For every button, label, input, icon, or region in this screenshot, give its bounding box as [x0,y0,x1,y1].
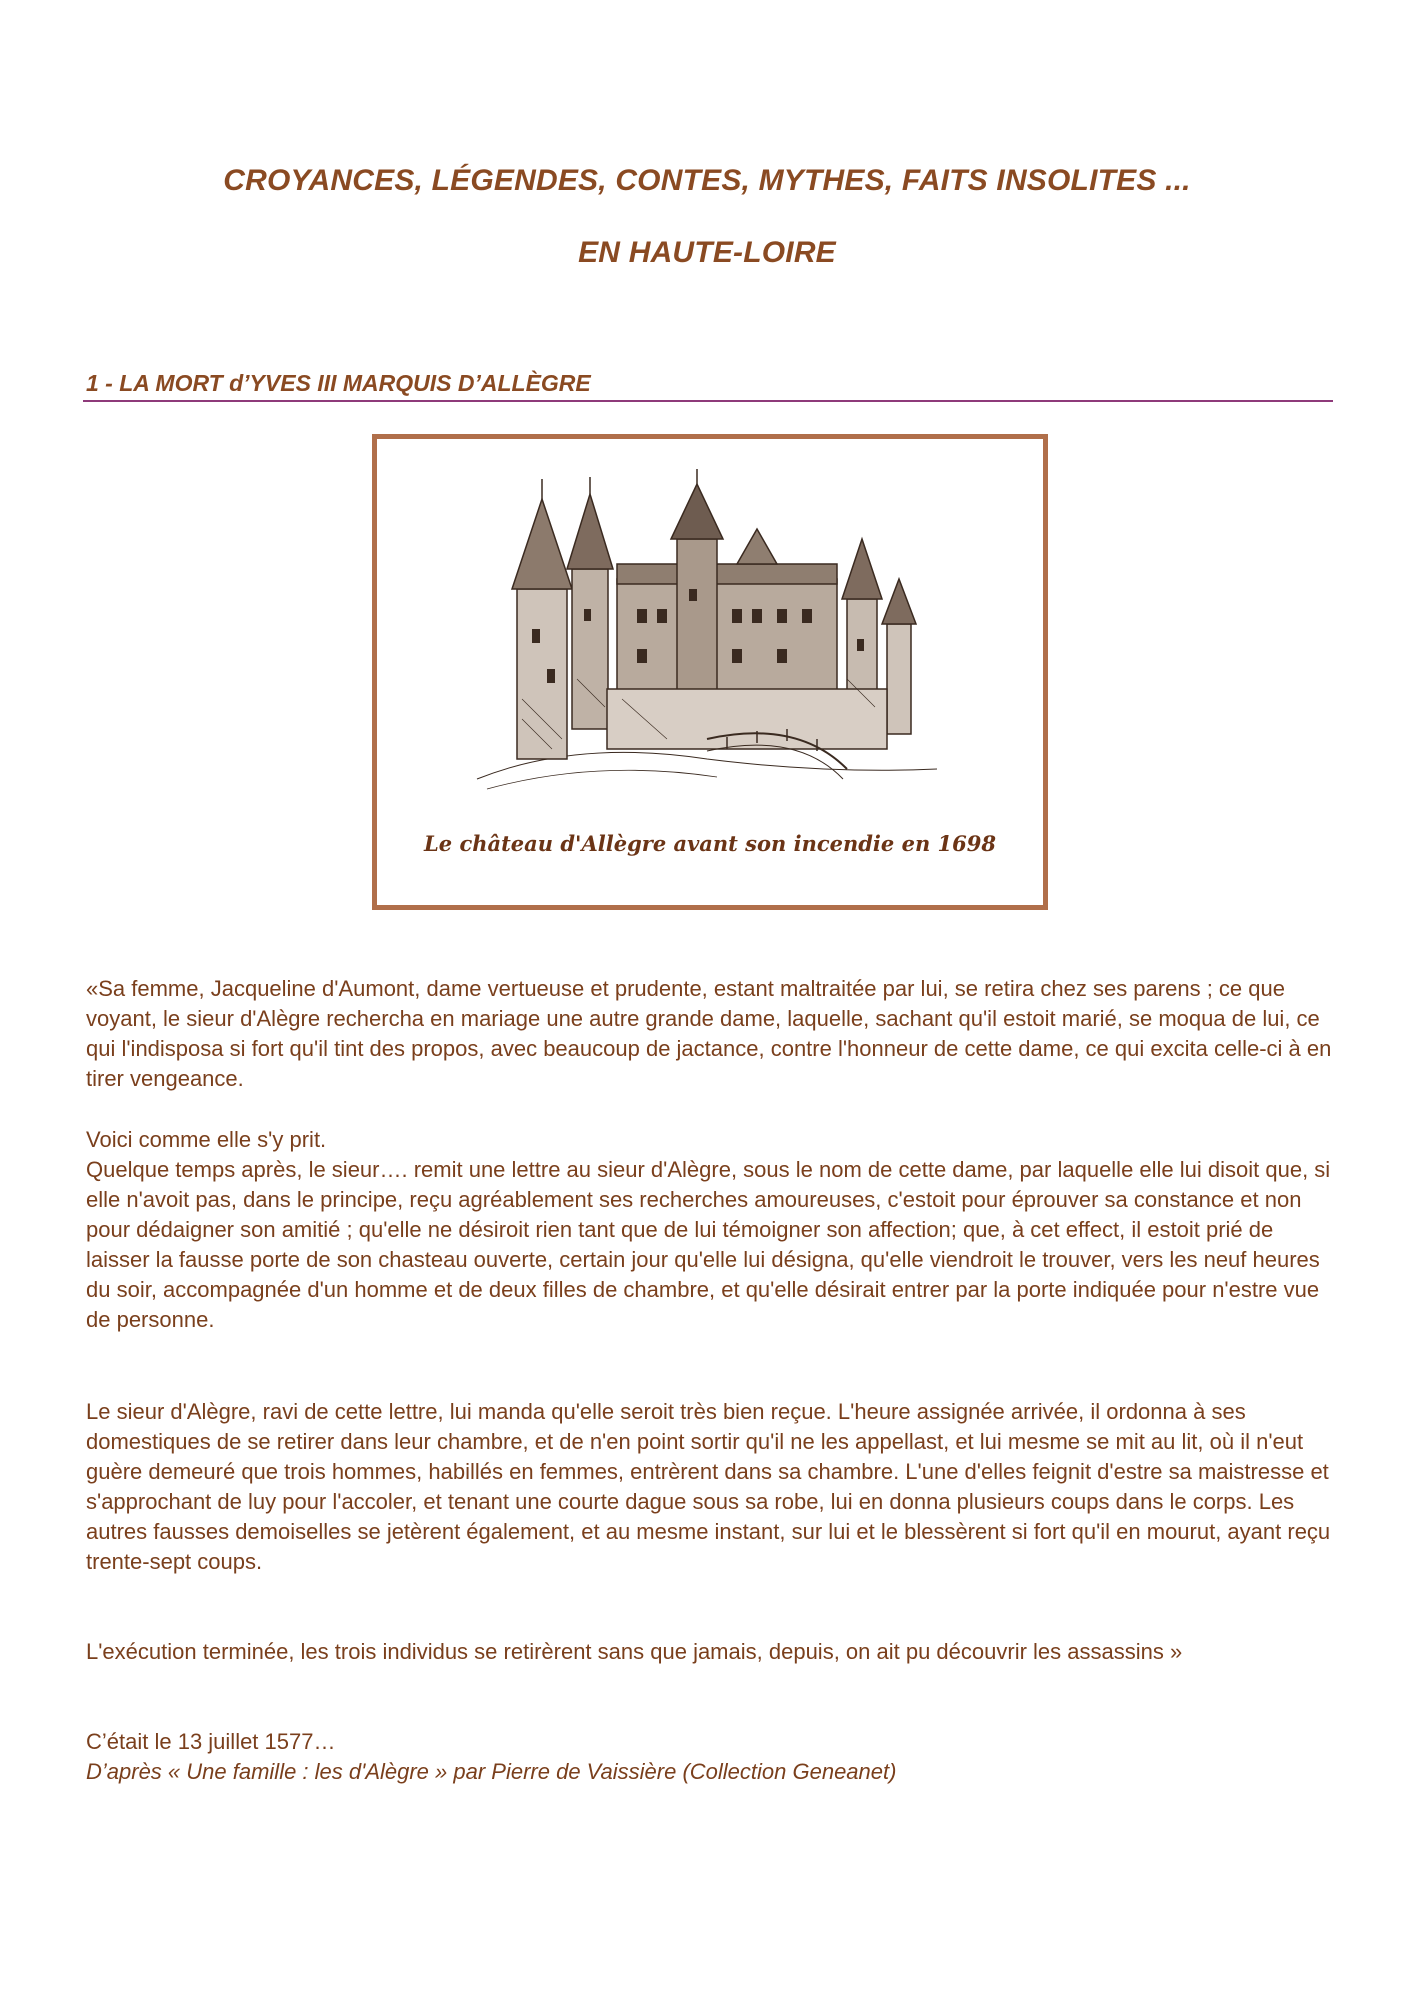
chateau-engraving-icon [377,439,1043,819]
section-rule [83,400,1333,402]
section-heading: 1 - LA MORT d’YVES III MARQUIS D’ALLÈGRE [86,370,591,396]
paragraph-3: Le sieur d'Alègre, ravi de cette lettre, lui manda qu'elle seroit très bien reçue. L'heure assignée arrivée, il ordonna à ses domestiques de se retirer dans leur chambre, et de n'en point sortir qu'il ne les appellast, et lui mesme se mit au lit, où il n'eut guère demeuré que trois hommes, habillés en femmes, entrèrent dans sa chambre. L'une d'elles feignit d'estre sa maistresse et s'approchant de luy pour l'accoler, et tenant une courte dague sous sa robe, lui en donna plusieurs coups dans le corps. Les autres fausses demoiselles se jetèrent également, et au mesme instant, sur lui et le blessèrent si fort qu'il en mourut, ayant reçu trente-sept coups. [86,1399,1331,1574]
paragraph-line: Voici comme elle s'y prit. [86,1127,327,1152]
paragraph-2 [86,1125,1336,1335]
source-citation: D’après « Une famille : les d'Alègre » par Pierre de Vaissière (Collection Geneanet) [86,1759,897,1784]
image-caption: Le château d'Allègre avant son incendie en 1698 [424,831,996,856]
title-line-1: CROYANCES, LÉGENDES, CONTES, MYTHES, FAITS INSOLITES ... [223,164,1191,197]
paragraph-4: L'exécution terminée, les trois individus se retirèrent sans que jamais, depuis, on ait pu découvrir les assassins » [86,1639,1183,1664]
paragraph-line: Quelque temps après, le sieur…. remit une lettre au sieur d'Alègre, sous le nom de cette dame, par laquelle elle lui disoit que, si elle n'avoit pas, dans le principe, reçu agréablement ses recherches amoureuses, c'estoit pour éprouver sa constance et non pour dédaigner son amitié ; qu'elle ne désiroit rien tant que de lui témoigner son affection; que, à cet effect, il estoit prié de laisser la fausse porte de son chasteau ouverte, certain jour qu'elle lui désigna, qu'elle viendroit le trouver, vers les neuf heures du soir, accompagnée d'un homme et de deux filles de chambre, et qu'elle désirait entrer par la porte indiquée pour n'estre vue de personne. [86,1157,1331,1332]
title-line-2: EN HAUTE-LOIRE [578,236,836,269]
paragraph-1: «Sa femme, Jacqueline d'Aumont, dame vertueuse et prudente, estant maltraitée par lui, se retira chez ses parens ; ce que voyant, le sieur d'Alègre rechercha en mariage une autre grande dame, laquelle, sachant qu'il estoit marié, se moqua de lui, ce qui l'indisposa si fort qu'il tint des propos, avec beaucoup de jactance, contre l'honneur de cette dame, ce qui excita celle-ci à en tirer vengeance. [86,976,1332,1091]
image-frame [372,434,1048,910]
date-line: C’était le 13 juillet 1577… [86,1729,336,1754]
